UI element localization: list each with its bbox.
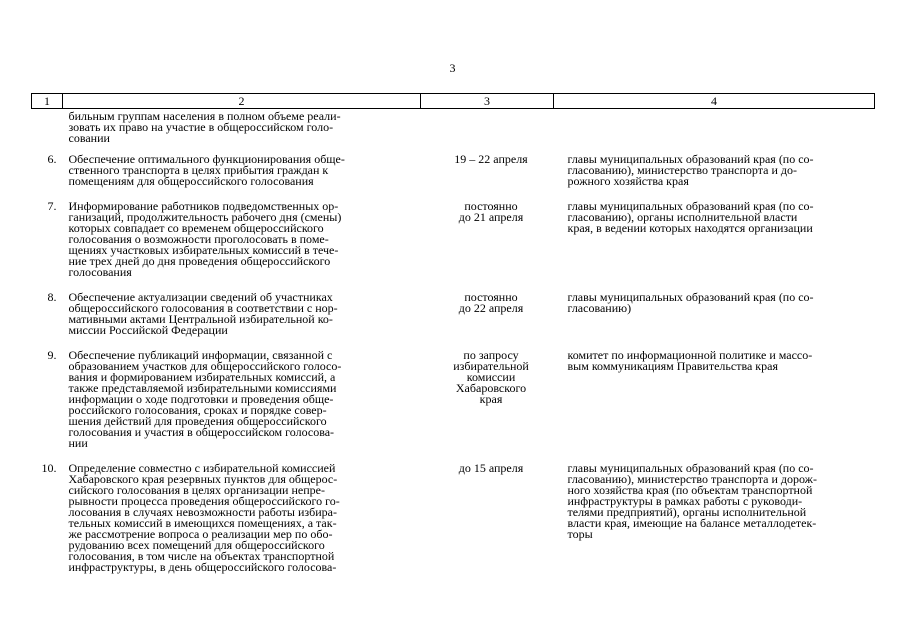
task-line: ганизаций, продолжительность рабочего дня (смены) bbox=[68, 210, 342, 224]
resp-line: ного хозяйства края (по объектам транспортной bbox=[567, 483, 813, 497]
term-line: до 22 апреля bbox=[458, 301, 524, 315]
task-cell bbox=[63, 201, 421, 292]
responsible-cell bbox=[554, 350, 875, 463]
resp-line: гласованию), министерство транспорта и до- bbox=[567, 163, 797, 177]
task-line: ние трех дней до дня проведения общероссийского bbox=[68, 254, 331, 268]
col-header-3: 3 bbox=[421, 94, 554, 109]
table-row bbox=[32, 154, 875, 201]
term-line: края bbox=[479, 392, 503, 406]
resp-line: комитет по информационной политике и массо- bbox=[567, 348, 813, 362]
term-cell bbox=[421, 463, 554, 587]
term-cell bbox=[421, 109, 554, 155]
resp-line: власти края, имеющие на балансе металлодетек- bbox=[567, 516, 817, 530]
task-line: также представляемой избирательными комиссиями bbox=[68, 381, 337, 395]
term-cell bbox=[421, 350, 554, 463]
table-header-row bbox=[32, 94, 875, 109]
resp-line: главы муниципальных образований края (по со- bbox=[567, 199, 814, 213]
resp-line: инфраструктуры в рамках работы с руководи- bbox=[567, 494, 803, 508]
resp-line: главы муниципальных образований края (по со- bbox=[567, 152, 814, 166]
table-row bbox=[32, 201, 875, 292]
task-line: мативными актами Центральной избирательной ко- bbox=[68, 312, 333, 326]
task-cell bbox=[63, 292, 421, 350]
term-cell bbox=[421, 201, 554, 292]
term-line: комиссии bbox=[466, 370, 516, 384]
table-row bbox=[32, 463, 875, 587]
task-line: инфраструктуры, в день общероссийского голосова- bbox=[68, 560, 337, 574]
resp-line: гласованию), министерство транспорта и дорож- bbox=[567, 472, 817, 486]
task-line: ственного транспорта в целях прибытия граждан к bbox=[68, 163, 329, 177]
task-line: российского голосования, сроках и порядке совер- bbox=[68, 403, 327, 417]
table-row bbox=[32, 350, 875, 463]
col-header-2: 2 bbox=[63, 94, 421, 109]
row-number: 9. bbox=[47, 348, 57, 362]
term-line: до 21 апреля bbox=[458, 210, 524, 224]
term-line: по запросу bbox=[463, 348, 519, 362]
task-line: рывности процесса проведения общероссийского го- bbox=[68, 494, 340, 508]
task-line: вания и формированием избирательных комиссий, а bbox=[68, 370, 336, 384]
task-line: щениях участковых избирательных комиссий в тече- bbox=[68, 243, 339, 257]
plan-table bbox=[31, 93, 875, 587]
task-line: зовать их право на участие в общероссийском голо- bbox=[68, 120, 334, 134]
resp-line: рожного хозяйства края bbox=[567, 174, 689, 188]
resp-line: главы муниципальных образований края (по со- bbox=[567, 461, 814, 475]
task-line: Обеспечение актуализации сведений об участниках bbox=[68, 290, 333, 304]
task-line: лосования в случаях невозможности работы избира- bbox=[68, 505, 337, 519]
task-line: общероссийского голосования в соответствии с нор- bbox=[68, 301, 338, 315]
row-number: 8. bbox=[47, 290, 57, 304]
task-line: Хабаровского края резервных пунктов для общерос- bbox=[68, 472, 338, 486]
resp-line: вым коммуникациям Правительства края bbox=[567, 359, 778, 373]
task-line: же рассмотрение вопроса о реализации мер по обо- bbox=[68, 527, 333, 541]
term-line: до 15 апреля bbox=[458, 461, 524, 475]
task-cell bbox=[63, 463, 421, 587]
task-line: Информирование работников подведомственных ор- bbox=[68, 199, 339, 213]
responsible-cell bbox=[554, 292, 875, 350]
term-line: постоянно bbox=[464, 290, 518, 304]
task-line: бильным группам населения в полном объеме реали- bbox=[68, 109, 341, 123]
task-line: сийского голосования в целях организации непре- bbox=[68, 483, 325, 497]
resp-line: торы bbox=[567, 527, 593, 541]
term-cell bbox=[421, 154, 554, 201]
resp-line: главы муниципальных образований края (по со- bbox=[567, 290, 814, 304]
col-header-4: 4 bbox=[554, 94, 875, 109]
task-line: которых совпадает со временем общероссийского bbox=[68, 221, 324, 235]
task-line: Обеспечение публикаций информации, связанной с bbox=[68, 348, 333, 362]
task-line: Обеспечение оптимального функционирования обще- bbox=[68, 152, 345, 166]
col-header-1: 1 bbox=[32, 94, 63, 109]
task-line: совании bbox=[68, 131, 110, 145]
continuation-row bbox=[32, 109, 875, 155]
row-number: 6. bbox=[47, 152, 57, 166]
responsible-cell bbox=[554, 201, 875, 292]
resp-line: телями предприятий), органы исполнительной bbox=[567, 505, 807, 519]
responsible-cell bbox=[554, 109, 875, 155]
term-cell bbox=[421, 292, 554, 350]
task-line: нии bbox=[68, 436, 88, 450]
task-line: образованием участков для общероссийского голосо- bbox=[68, 359, 342, 373]
task-line: Определение совместно с избирательной комиссией bbox=[68, 461, 336, 475]
row-number: 7. bbox=[47, 199, 57, 213]
term-line: избирательной bbox=[453, 359, 529, 373]
task-line: рудованию всех помещений для общероссийского bbox=[68, 538, 325, 552]
task-line: голосования о возможности проголосовать в поме- bbox=[68, 232, 329, 246]
task-line: шения действий для проведения общероссийского bbox=[68, 414, 327, 428]
task-line: тельных комиссий в имеющихся помещениях, а так- bbox=[68, 516, 337, 530]
term-line: 19 – 22 апреля bbox=[454, 152, 528, 166]
term-line: Хабаровского bbox=[455, 381, 527, 395]
task-cell bbox=[63, 109, 421, 155]
resp-line: края, в ведении которых находятся организации bbox=[567, 221, 813, 235]
resp-line: гласованию), органы исполнительной власти bbox=[567, 210, 798, 224]
term-line: постоянно bbox=[464, 199, 518, 213]
task-cell bbox=[63, 154, 421, 201]
row-number bbox=[32, 109, 63, 155]
task-line: голосования и участия в общероссийском голосова- bbox=[68, 425, 335, 439]
page-number: 3 bbox=[449, 61, 456, 75]
row-number: 10. bbox=[41, 461, 57, 475]
task-cell bbox=[63, 350, 421, 463]
task-line: помещениям для общероссийского голосования bbox=[68, 174, 314, 188]
resp-line: гласованию) bbox=[567, 301, 632, 315]
task-line: голосования, в том числе на объектах транспортной bbox=[68, 549, 335, 563]
task-line: информации о ходе подготовки и проведения обще- bbox=[68, 392, 334, 406]
responsible-cell bbox=[554, 154, 875, 201]
task-line: голосования bbox=[68, 265, 132, 279]
task-line: миссии Российской Федерации bbox=[68, 323, 228, 337]
table-row bbox=[32, 292, 875, 350]
responsible-cell bbox=[554, 463, 875, 587]
